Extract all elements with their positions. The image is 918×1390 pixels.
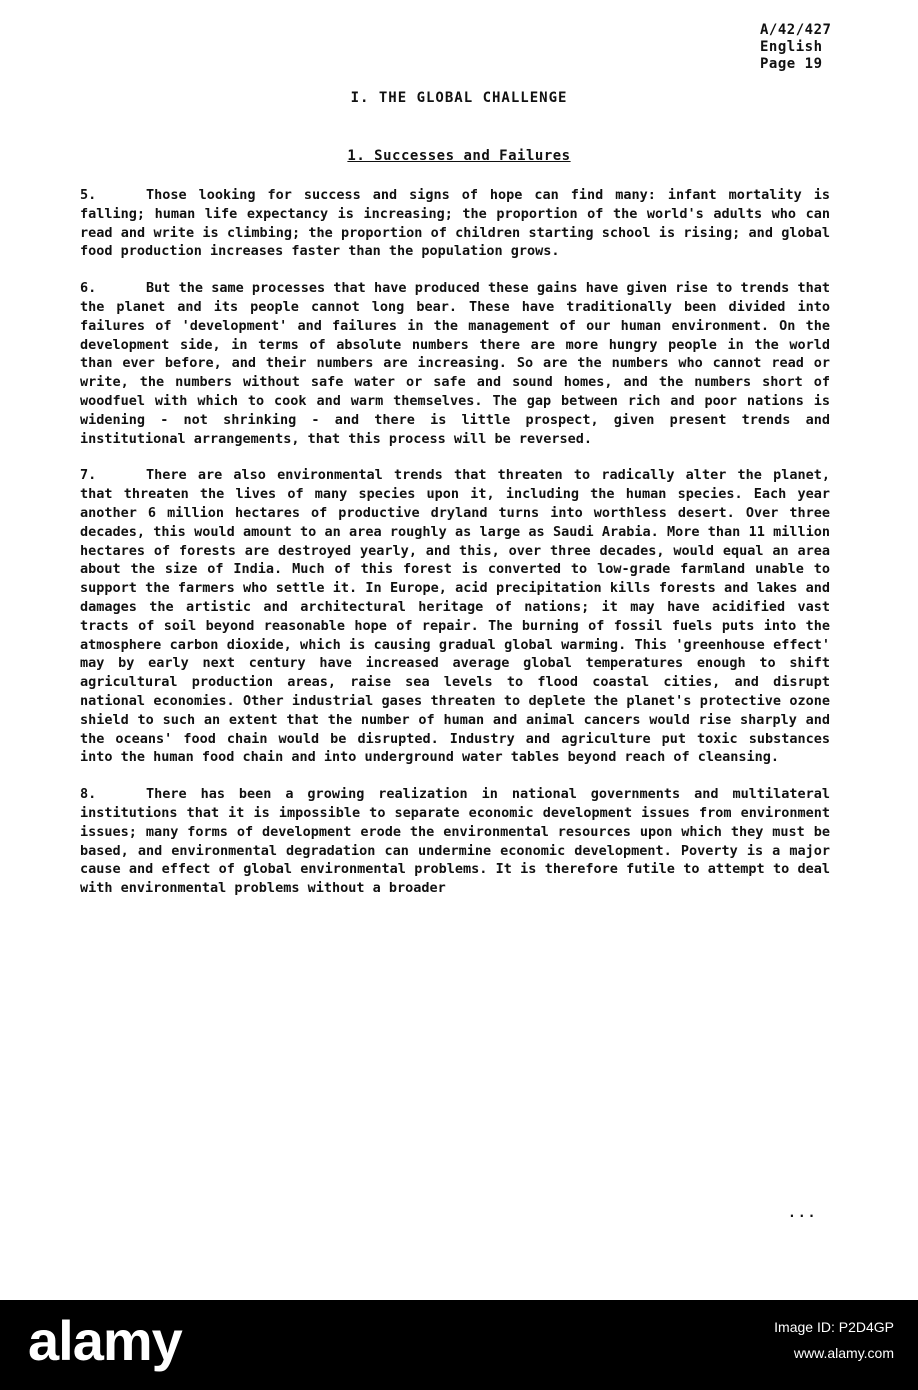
paragraph-text: There has been a growing realization in national governments and multilateral institutions that it is impossible to separate economic development issues from environment issues; many forms of development erode the environmental resources upon which they must be based, and environmental degradation can undermine economic development. Poverty is a major cause and effect of global environmental problems. It is therefore futile to attempt to deal with environmental problems without a broader	[80, 786, 830, 897]
document-language: English	[760, 39, 823, 55]
paragraph-6	[80, 279, 830, 448]
paragraph-7	[80, 466, 830, 767]
paragraph-number: 6.	[80, 280, 97, 297]
paragraph-number: 5.	[80, 187, 97, 203]
watermark-footer	[0, 1300, 918, 1390]
paragraph-text: But the same processes that have produced these gains have given rise to trends that the planet and its people cannot long bear. These have traditionally been divided into failures of 'development' and failures in the management of our human environment. On the development side, in terms of absolute numbers there are more hungry people in the world than ever before, and their numbers are increasing. So are the numbers who cannot read or write, the numbers without safe water or safe and sound homes, and the numbers short of woodfuel with which to cook and warm themselves. The gap between rich and poor nations is widening - not shrinking - and there is little prospect, given present trends and institutional arrangements, that this process will be reversed.	[80, 280, 830, 447]
page-number: Page 19	[760, 56, 823, 72]
paragraph-text: There are also environmental trends that threaten to radically alter the planet, that threaten the lives of many species upon it, including the human species. Each year another 6 million hectares of productive dryland turns into worthless desert. Over three decades, this would amount to an area roughly as large as Saudi Arabia. More than 11 million hectares of forests are destroyed yearly, and this, over three decades, would equal an area about the size of India. Much of this forest is converted to low-grade farmland unable to support the farmers who settle it. In Europe, acid precipitation kills forests and lakes and damages the artistic and architectural heritage of nations; it may have acidified vast tracts of soil beyond reasonable hope of repair. The burning of fossil fuels puts into the atmosphere carbon dioxide, which is causing gradual global warming. This 'greenhouse effect' may by early next century have increased average global temperatures enough to shift agricultural production areas, raise sea levels to flood coastal cities, and disrupt national economies. Other industrial gases threaten to deplete the planet's protective ozone shield to such an extent that the number of human and animal cancers would rise sharply and the oceans' food chain would be disrupted. Industry and agriculture put toxic substances into the human food chain and into underground water tables beyond reach of cleansing.	[80, 467, 830, 766]
footer-meta	[774, 1314, 894, 1366]
image-id: Image ID: P2D4GP	[774, 1319, 894, 1335]
paragraph-5	[80, 186, 830, 261]
paragraph-8	[80, 785, 830, 898]
paragraph-number: 8.	[80, 786, 97, 803]
document-header	[760, 22, 831, 73]
subsection-title: 1. Successes and Failures	[347, 148, 571, 164]
section-title: I. THE GLOBAL CHALLENGE	[350, 90, 568, 106]
paragraph-number: 7.	[80, 467, 97, 484]
continuation-mark: ...	[788, 1206, 818, 1221]
brand-logo: alamy	[28, 1309, 182, 1372]
body-text	[80, 186, 830, 916]
paragraph-text: Those looking for success and signs of hope can find many: infant mortality is falling; human life expectancy is increasing; the proportion of the world's adults who can read and write is climbing; the proportion of children starting school is rising; and global food production increases faster than the population grows.	[80, 187, 830, 260]
document-symbol: A/42/427	[760, 22, 832, 38]
site-url: www.alamy.com	[793, 1345, 894, 1361]
